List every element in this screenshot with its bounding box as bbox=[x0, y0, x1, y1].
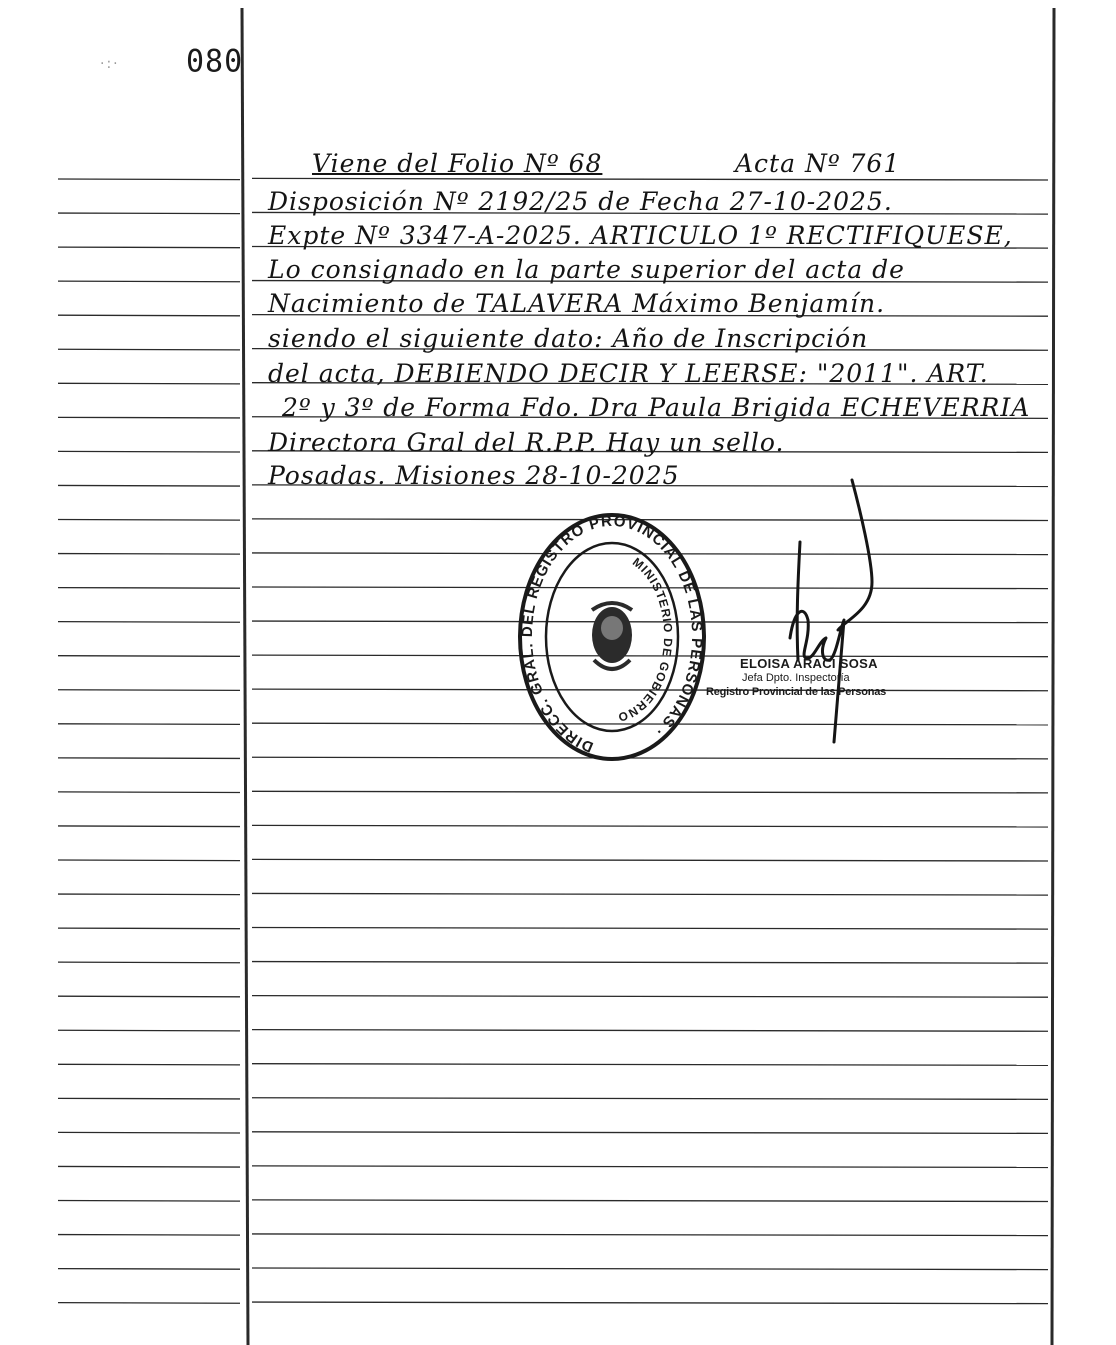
margin-ruled-line bbox=[58, 315, 240, 316]
margin-ruled-line bbox=[58, 281, 240, 282]
handwritten-line bbox=[312, 149, 901, 178]
margin-ruled-line bbox=[58, 520, 240, 521]
margin-ruled-line bbox=[58, 656, 240, 657]
body-ruled-line bbox=[252, 1200, 1048, 1202]
margin-ruled-line bbox=[58, 962, 240, 963]
coat-of-arms-icon bbox=[592, 603, 632, 669]
margin-ruled-line bbox=[58, 1269, 240, 1270]
folio-reference: Viene del Folio Nº 68 bbox=[312, 149, 603, 178]
margin-ruled-line bbox=[58, 622, 240, 623]
body-ruled-line bbox=[252, 1132, 1048, 1134]
handwritten-line: Posadas. Misiones 28-10-2025 bbox=[268, 461, 680, 490]
body-ruled-line bbox=[252, 1234, 1048, 1236]
margin-ruled-line bbox=[58, 758, 240, 759]
body-ruled-line bbox=[252, 859, 1048, 861]
body-ruled-line bbox=[252, 1064, 1048, 1066]
margin-ruled-line bbox=[58, 792, 240, 793]
body-ruled-line bbox=[252, 962, 1048, 964]
margin-ruled-line bbox=[58, 485, 240, 486]
margin-ruled-line bbox=[58, 1064, 240, 1065]
handwritten-line: Nacimiento de TALAVERA Máximo Benjamín. bbox=[268, 289, 886, 318]
margin-ruled-line bbox=[58, 690, 240, 691]
margin-ruled-line bbox=[58, 894, 240, 895]
margin-ruled-line bbox=[58, 417, 240, 418]
handwritten-line: Directora Gral del R.P.P. Hay un sello. bbox=[268, 428, 785, 457]
margin-ruled-line bbox=[58, 179, 240, 180]
handwritten-line: siendo el siguiente dato: Año de Inscripción bbox=[268, 324, 869, 353]
margin-ruled-line bbox=[58, 724, 240, 725]
margin-ruled-line bbox=[58, 451, 240, 452]
margin-ruled-line bbox=[58, 588, 240, 589]
folio-number: 080 bbox=[186, 43, 244, 80]
official-seal bbox=[512, 510, 712, 770]
seal-outer-text: DIRECC. GRAL. DEL REGISTRO PROVINCIAL DE LAS PERSONAS · bbox=[518, 512, 706, 756]
margin-ruled-line bbox=[58, 1030, 240, 1031]
official-name-stamp bbox=[706, 657, 921, 699]
margin-ruled-line bbox=[58, 383, 240, 384]
margin-ruled-line bbox=[58, 213, 240, 214]
handwritten-line: del acta, DEBIENDO DECIR Y LEERSE: "2011". ART. bbox=[268, 359, 989, 388]
official-title: Jefa Dpto. Inspectoría bbox=[742, 672, 850, 684]
handwritten-line: 2º y 3º de Forma Fdo. Dra Paula Brigida ECHEVERRIA bbox=[282, 393, 1031, 422]
margin-ruled-line bbox=[58, 1098, 240, 1099]
faint-mark: ·:· bbox=[100, 56, 120, 72]
official-name: ELOISA ARACI SOSA bbox=[740, 656, 878, 671]
handwritten-line: Disposición Nº 2192/25 de Fecha 27-10-2025. bbox=[268, 187, 893, 216]
margin-ruled-line bbox=[58, 554, 240, 555]
margin-ruled-line bbox=[58, 826, 240, 827]
margin-ruled-line bbox=[58, 1166, 240, 1167]
body-ruled-line bbox=[252, 928, 1048, 930]
margin-ruled-line bbox=[58, 1303, 240, 1304]
body-ruled-line bbox=[252, 178, 1048, 180]
official-office: Registro Provincial de las Personas bbox=[706, 686, 887, 698]
body-ruled-line bbox=[252, 1030, 1048, 1032]
margin-ruled-line bbox=[58, 349, 240, 350]
margin-ruled-line bbox=[58, 1132, 240, 1133]
margin-ruled-line bbox=[58, 1235, 240, 1236]
body-ruled-line bbox=[252, 1166, 1048, 1168]
handwritten-line: Expte Nº 3347-A-2025. ARTICULO 1º RECTIFIQUESE, bbox=[268, 221, 1013, 250]
body-ruled-line bbox=[252, 1098, 1048, 1100]
acta-number: Acta Nº 761 bbox=[735, 149, 901, 178]
left-margin-rule bbox=[242, 8, 248, 1345]
handwritten-line: Lo consignado en la parte superior del acta de bbox=[268, 255, 905, 284]
margin-ruled-line bbox=[58, 247, 240, 248]
body-ruled-line bbox=[252, 791, 1048, 793]
body-ruled-line bbox=[252, 893, 1048, 895]
seal-inner-text: MINISTERIO DE GOBIERNO bbox=[615, 554, 676, 725]
body-ruled-line bbox=[252, 996, 1048, 998]
margin-ruled-line bbox=[58, 860, 240, 861]
margin-ruled-line bbox=[58, 996, 240, 997]
right-margin-rule bbox=[1052, 8, 1054, 1345]
body-ruled-line bbox=[252, 825, 1048, 827]
handwritten-signature bbox=[780, 470, 890, 750]
margin-ruled-line bbox=[58, 1201, 240, 1202]
body-ruled-line bbox=[252, 1268, 1048, 1270]
margin-ruled-line bbox=[58, 928, 240, 929]
body-ruled-line bbox=[252, 1302, 1048, 1304]
